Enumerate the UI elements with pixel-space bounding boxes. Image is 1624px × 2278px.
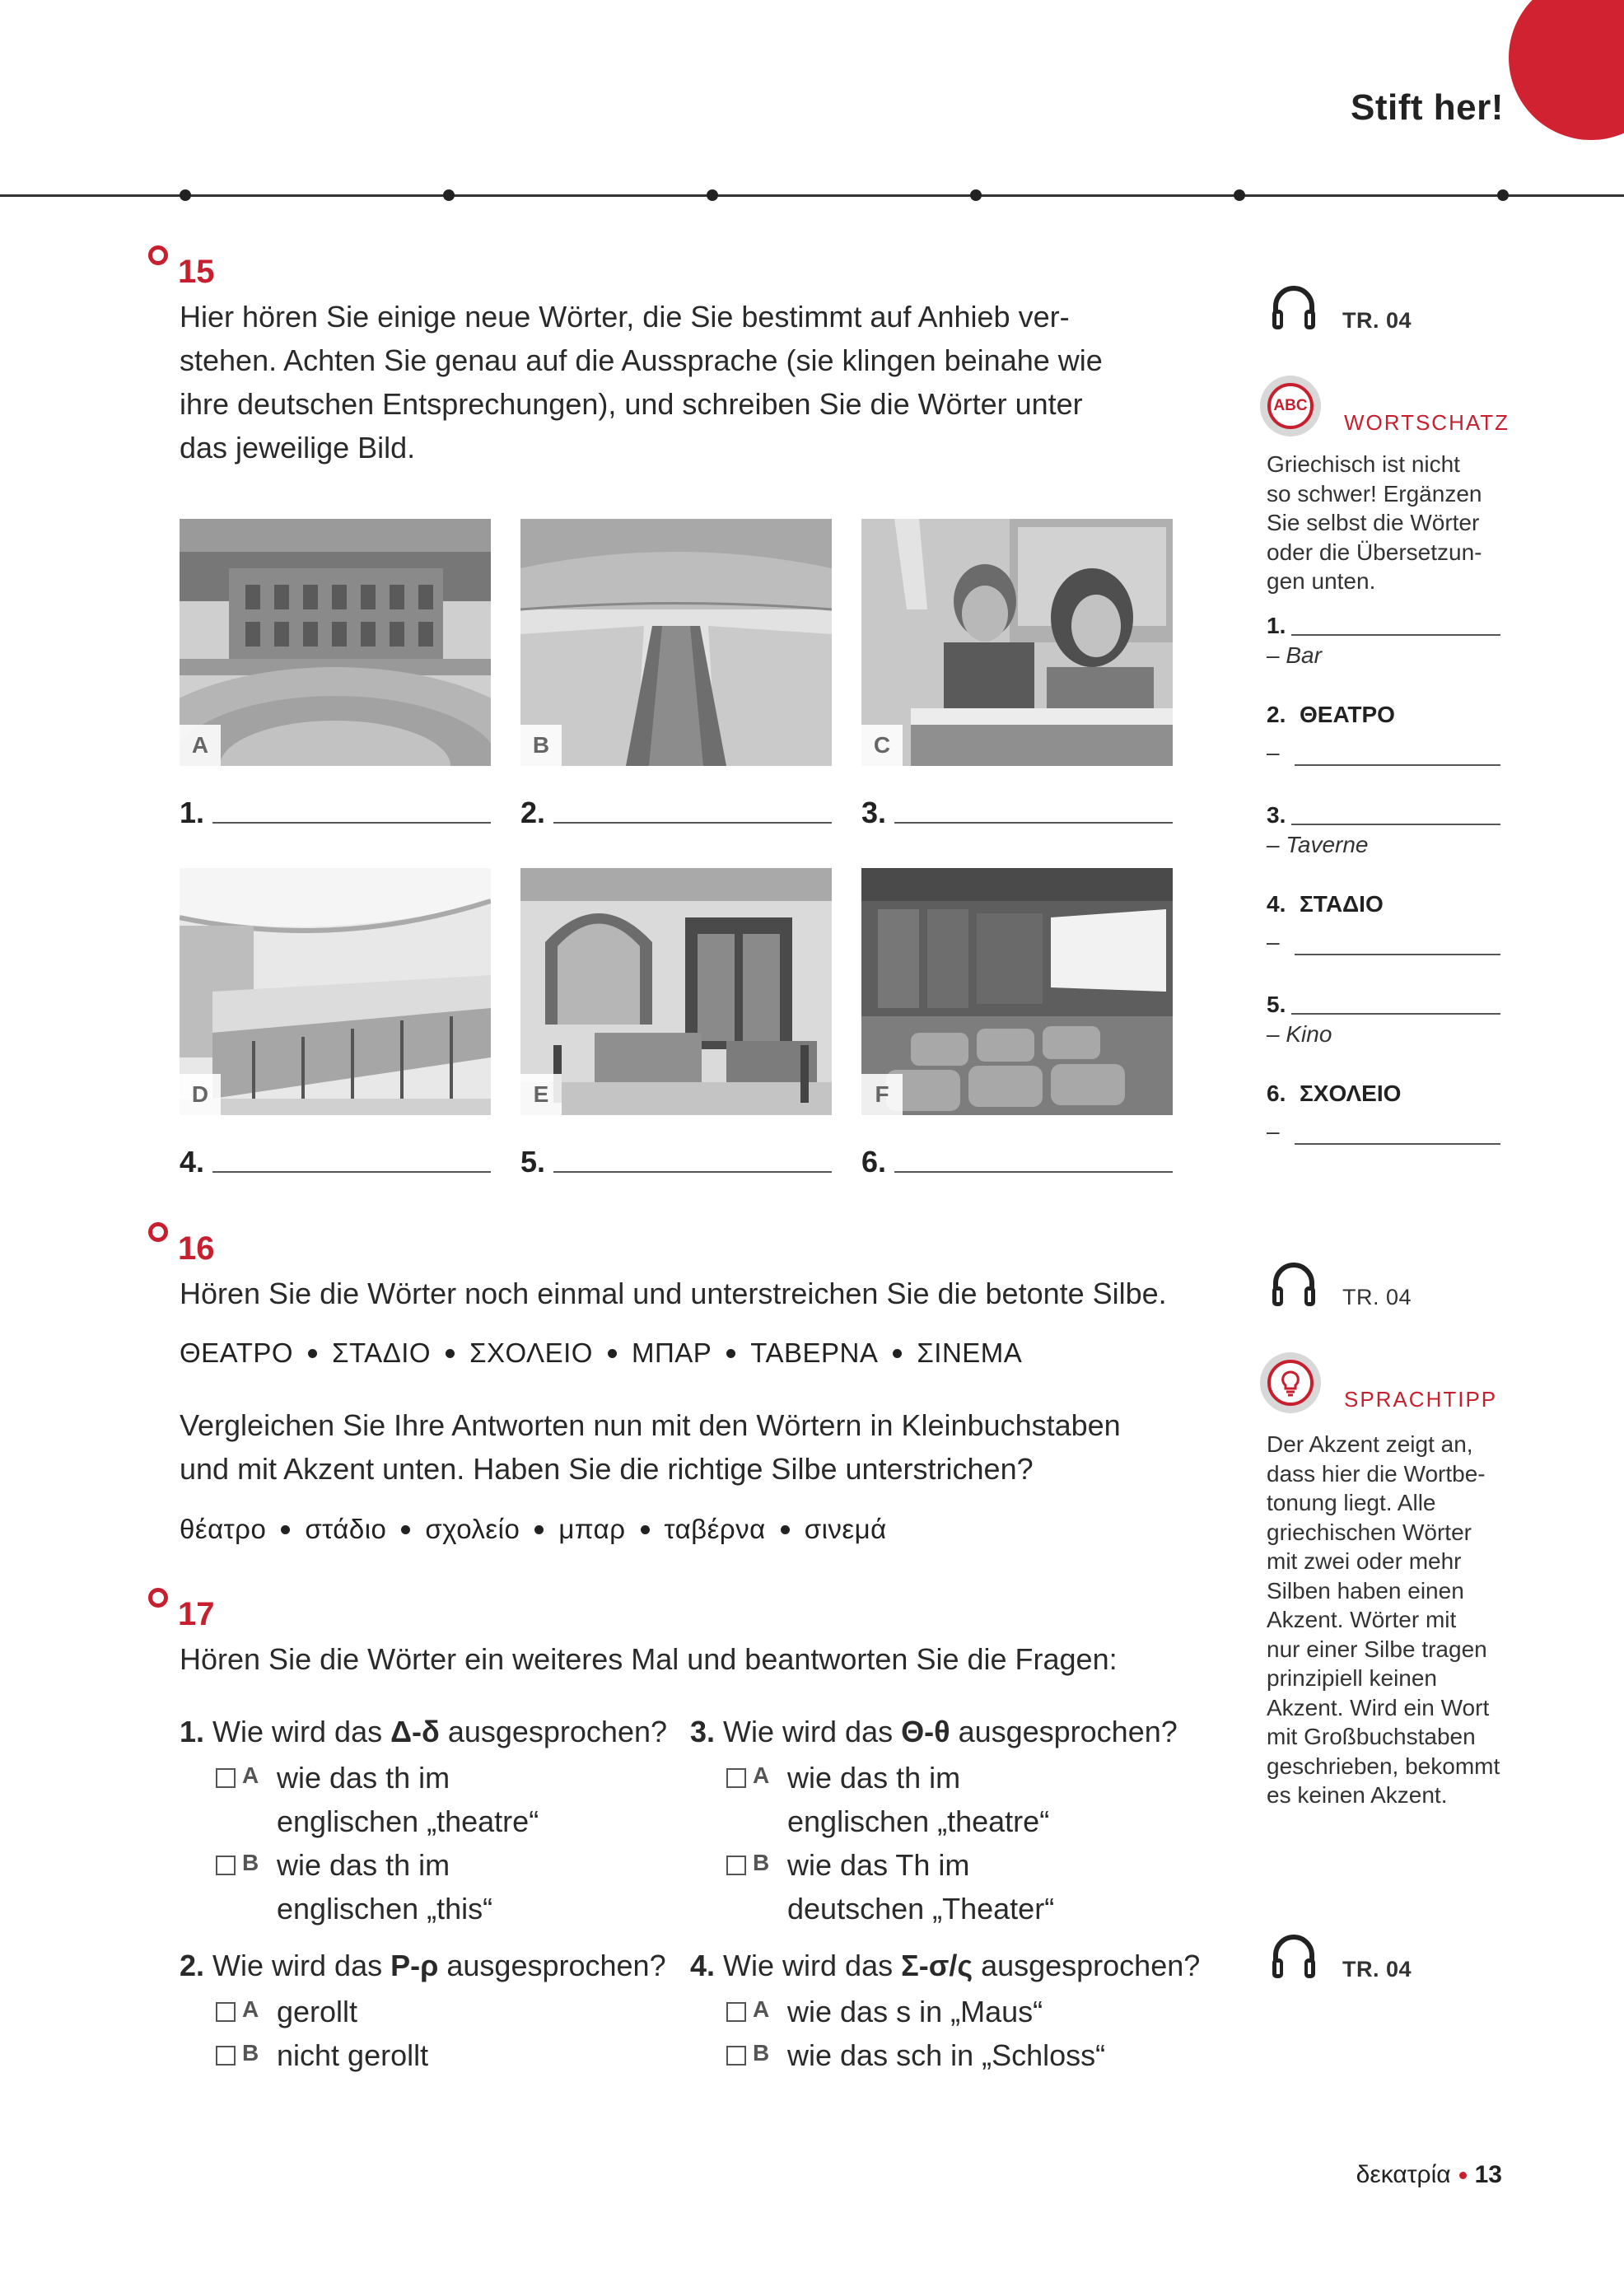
sidebar-text-sprachtipp [1267,1430,1514,1810]
photo-theatre [180,519,491,766]
option-text: nicht gerollt [277,2038,429,2072]
sidebar-text-line: Sie selbst die Wörter [1267,510,1480,535]
option-text: wie das s in „Maus“ [787,1995,1043,2028]
question-text: ausgesprochen? [950,1715,1178,1748]
option-line: deutschen „Theater“ [787,1892,1055,1926]
greek-word: σινεμά [804,1514,887,1544]
checkbox-icon[interactable] [726,1856,746,1875]
photo-bar [180,868,491,1115]
vocab-item-number: 4. [1267,891,1286,917]
photo-letter: C [861,725,903,766]
vocab-line[interactable] [1291,824,1500,825]
greek-word: ΜΠΑΡ [631,1337,712,1368]
rule-dot [970,189,982,201]
exercise-bullet [148,1222,168,1242]
option-text [787,1756,1049,1843]
photo-stadium [520,519,832,766]
answer-number: 1. [180,796,205,829]
separator-dot [446,1349,455,1358]
option-letter: B [753,2040,770,2066]
sidebar-text-line: Akzent. Wird ein Wort [1267,1694,1490,1720]
photo-letter: B [520,725,562,766]
photo-classroom [861,519,1173,766]
sidebar-text-line: mit Großbuchstaben [1267,1724,1476,1749]
footer-dot [1459,2172,1467,2179]
vocab-item-number: 3. [1267,802,1286,828]
option-line: wie das Th im [787,1848,970,1882]
rule-dot [180,189,191,201]
sidebar-text-wortschatz [1267,450,1514,596]
lightbulb-badge-inner [1267,1360,1314,1406]
headphones-icon [1268,282,1319,333]
option-line: wie das th im [277,1761,450,1795]
answer-line-1[interactable] [212,822,491,824]
option-letter: B [753,1850,770,1875]
sidebar-text-line: es keinen Akzent. [1267,1782,1448,1808]
photo-letter: F [861,1074,903,1115]
photo-letter: E [520,1074,562,1115]
answer-line-6[interactable] [894,1171,1173,1173]
separator-dot [726,1349,735,1358]
exercise-15-instruction [180,295,1103,469]
instruction-line: und mit Akzent unten. Haben Sie die richtige Silbe unterstrichen? [180,1452,1034,1486]
header-rule [0,194,1624,197]
sidebar-text-line: dass hier die Wortbe- [1267,1460,1486,1487]
question-text: ausgesprochen? [439,1715,668,1748]
exercise-17-instruction: Hören Sie die Wörter ein weiteres Mal und beantworten Sie die Fragen: [180,1642,1118,1676]
track-label: TR. 04 [1342,308,1412,333]
option-letter: A [753,1996,770,2022]
question-text: ausgesprochen? [973,1949,1201,1982]
question-text: ausgesprochen? [438,1949,666,1982]
track-label: TR. 04 [1342,1285,1412,1309]
question-number: 1. [180,1715,205,1748]
option-line: englischen „theatre“ [787,1804,1050,1838]
checkbox-icon[interactable] [726,2046,746,2066]
option-text: gerollt [277,1995,358,2028]
option-letter: A [242,1762,259,1788]
option-line: wie das th im [277,1848,450,1882]
greek-words-uppercase [180,1337,1022,1369]
separator-dot [781,1525,790,1534]
instruction-line: stehen. Achten Sie genau auf die Aussprache (sie klingen beinahe wie [180,343,1103,377]
sidebar-text-line: Griechisch ist nicht [1267,451,1460,477]
vocab-translation: – Kino [1267,1021,1332,1047]
page-number: 13 [1474,2161,1502,2188]
sidebar-text-line: gen unten. [1267,568,1376,594]
vocab-translation: – Taverne [1267,832,1369,857]
page-word: δεκατρία [1356,2161,1451,2188]
sidebar-text-line: Akzent. Wörter mit [1267,1607,1457,1632]
question-text: Wie wird das [723,1715,902,1748]
exercise-15-number: 15 [178,254,215,290]
sidebar-text-line: Silben haben einen [1267,1577,1464,1603]
lightbulb-glyph [1278,1369,1303,1397]
option-line: wie das th im [787,1761,961,1795]
sidebar-text-line: mit zwei oder mehr [1267,1548,1462,1574]
instruction-line: ihre deutschen Entsprechungen), und schreiben Sie die Wörter unter [180,387,1083,421]
separator-dot [281,1525,290,1534]
greek-word: ΘΕΑΤΡΟ [180,1337,294,1368]
headphones-icon [1268,1258,1319,1309]
question-4 [690,1949,1200,1983]
option-text: wie das sch in „Schloss“ [787,2038,1106,2072]
separator-dot [608,1349,617,1358]
option-text [277,1843,492,1930]
headphones-icon [1268,1930,1319,1982]
greek-word: σχολείο [425,1514,520,1544]
rule-dot [443,189,455,201]
checkbox-icon[interactable] [216,2046,236,2066]
greek-words-lowercase [180,1514,887,1545]
sidebar-text-line: griechischen Wörter [1267,1519,1472,1545]
sidebar-title-wortschatz: WORTSCHATZ [1344,410,1510,435]
sidebar-text-line: oder die Übersetzun- [1267,539,1482,565]
sidebar-text-line: tonung liegt. Alle [1267,1490,1436,1515]
vocab-item-number: 5. [1267,992,1286,1017]
vocab-greek-word: ΣΤΑΔΙΟ [1300,891,1384,917]
vocab-item-number: 6. [1267,1081,1286,1106]
checkbox-icon[interactable] [216,1856,236,1875]
option-letter: B [242,2040,259,2066]
vocab-item-number: 2. [1267,702,1286,727]
option-letter: A [753,1762,770,1788]
question-letter: Σ-σ/ς [901,1949,973,1982]
greek-word: στάδιο [305,1514,387,1544]
rule-dot [1234,189,1245,201]
question-letter: Ρ-ρ [390,1949,439,1982]
page-footer [1356,2161,1502,2189]
sidebar-text-line: so schwer! Ergänzen [1267,480,1482,506]
exercise-17-number: 17 [178,1596,215,1632]
question-3 [690,1715,1178,1749]
question-number: 2. [180,1949,205,1982]
question-text: Wie wird das [723,1949,902,1982]
instruction-line: Vergleichen Sie Ihre Antworten nun mit den Wörtern in Kleinbuchstaben [180,1408,1121,1442]
option-line: englischen „theatre“ [277,1804,539,1838]
vocab-line[interactable] [1295,764,1500,766]
exercise-bullet [148,1588,168,1608]
exercise-16-instruction-2 [180,1403,1121,1491]
vocab-line[interactable] [1291,634,1500,636]
exercise-16-instruction: Hören Sie die Wörter noch einmal und unterstreichen Sie die betonte Silbe. [180,1277,1167,1310]
answer-number: 2. [520,796,546,829]
instruction-line: Hier hören Sie einige neue Wörter, die Sie bestimmt auf Anhieb ver- [180,300,1070,334]
greek-word: ΣΧΟΛΕΙΟ [469,1337,593,1368]
rule-dot [1497,189,1509,201]
answer-line-4[interactable] [212,1171,491,1173]
greek-word: θέατρο [180,1514,267,1544]
brand-title: Stift her! [1351,87,1504,128]
option-text [787,1843,1054,1930]
sidebar-text-line: prinzipiell keinen [1267,1665,1438,1691]
lightbulb-icon [1260,1352,1321,1413]
question-2 [180,1949,666,1983]
greek-word: ταβέρνα [664,1514,766,1544]
option-letter: B [242,1850,259,1875]
vocab-greek-word: ΣΧΟΛΕΙΟ [1300,1081,1402,1106]
brand-circle-decoration [1509,0,1624,140]
answer-number: 5. [520,1145,546,1179]
answer-line-5[interactable] [553,1171,832,1173]
separator-dot [641,1525,650,1534]
separator-dot [308,1349,317,1358]
instruction-line: das jeweilige Bild. [180,431,416,464]
vocab-dash: – [1267,1118,1280,1144]
answer-line-2[interactable] [553,822,832,824]
vocab-line[interactable] [1291,1013,1500,1015]
greek-word: μπαρ [558,1514,626,1544]
checkbox-icon[interactable] [216,2002,236,2022]
sidebar-text-line: nur einer Silbe tragen [1267,1636,1487,1662]
vocab-dash: – [1267,929,1280,955]
separator-dot [401,1525,410,1534]
sidebar-text-line: geschrieben, bekommt [1267,1753,1500,1779]
question-text: Wie wird das [212,1949,391,1982]
abc-badge-icon [1260,376,1321,436]
sidebar-text-line: Der Akzent zeigt an, [1267,1431,1473,1457]
vocab-line[interactable] [1295,954,1500,955]
question-number: 3. [690,1715,716,1748]
greek-word: ΣΙΝΕΜΑ [917,1337,1023,1368]
question-number: 4. [690,1949,716,1982]
option-line: englischen „this“ [277,1892,493,1926]
checkbox-icon[interactable] [726,2002,746,2022]
photo-taverna [520,868,832,1115]
option-text [277,1756,539,1843]
question-text: Wie wird das [212,1715,391,1748]
answer-number: 6. [861,1145,887,1179]
greek-word: ΤΑΒΕΡΝΑ [750,1337,879,1368]
question-letter: Θ-θ [901,1715,950,1748]
separator-dot [534,1525,544,1534]
sidebar-title-sprachtipp: SPRACHTIPP [1344,1387,1498,1412]
track-label: TR. 04 [1342,1957,1412,1982]
photo-cinema [861,868,1173,1115]
vocab-item-number: 1. [1267,613,1286,638]
vocab-dash: – [1267,740,1280,765]
photo-letter: D [180,1074,221,1115]
exercise-16-number: 16 [178,1230,215,1267]
question-letter: Δ-δ [390,1715,440,1748]
photo-letter: A [180,725,221,766]
separator-dot [893,1349,902,1358]
greek-word: ΣΤΑΔΙΟ [332,1337,432,1368]
vocab-greek-word: ΘΕΑΤΡΟ [1300,702,1395,727]
vocab-translation: – Bar [1267,642,1322,668]
answer-number: 3. [861,796,887,829]
answer-number: 4. [180,1145,205,1179]
rule-dot [707,189,718,201]
answer-line-3[interactable] [894,822,1173,824]
checkbox-icon[interactable] [726,1768,746,1788]
question-1 [180,1715,667,1749]
vocab-line[interactable] [1295,1143,1500,1145]
exercise-bullet [148,245,168,265]
abc-badge-label: ABC [1267,383,1314,429]
checkbox-icon[interactable] [216,1768,236,1788]
option-letter: A [242,1996,259,2022]
